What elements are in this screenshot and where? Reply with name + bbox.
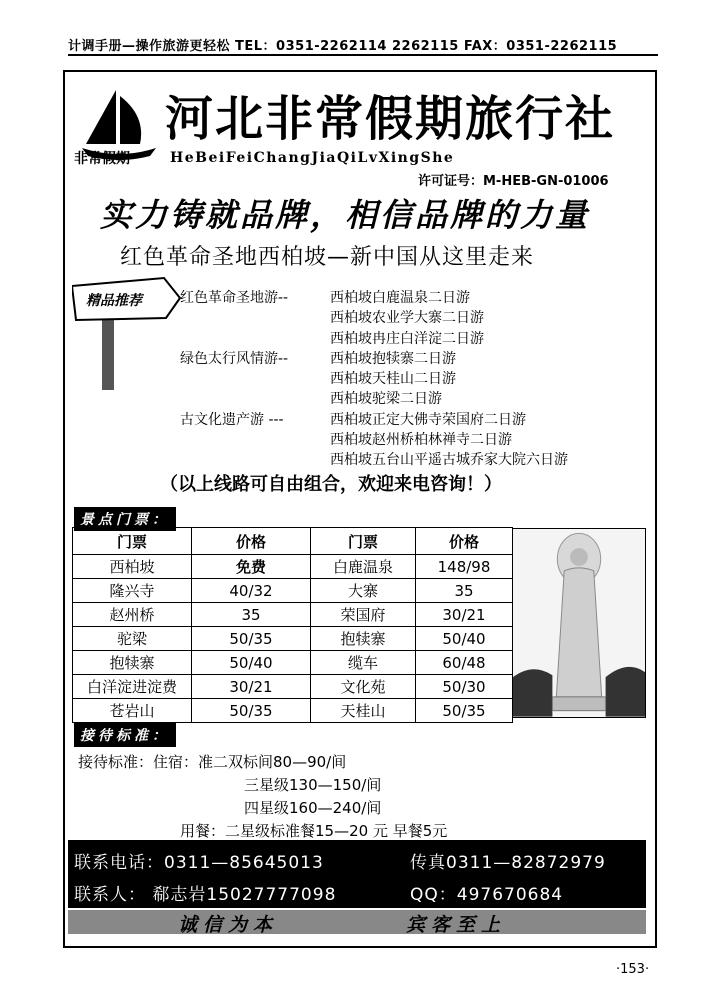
table-cell: 荣国府	[311, 603, 416, 627]
table-cell: 隆兴寺	[73, 579, 192, 603]
table-cell: 大寨	[311, 579, 416, 603]
motto-bar	[68, 910, 646, 934]
contact-person: 联系人： 郗志岩15027777098	[74, 885, 337, 905]
table-cell: 50/40	[192, 651, 311, 675]
guanyin-statue-photo	[512, 528, 646, 718]
routes-note: （以上线路可自由组合，欢迎来电咨询！）	[160, 474, 502, 495]
contact-fax: 传真0311—82872979	[410, 853, 606, 873]
list-item	[180, 329, 568, 349]
route-list	[180, 288, 568, 471]
route-name: 西柏坡赵州桥柏林禅寺二日游	[330, 432, 512, 449]
route-category	[180, 329, 330, 349]
route-category	[180, 369, 330, 389]
table-cell: 50/35	[416, 699, 513, 723]
route-name: 西柏坡五台山平遥古城乔家大院六日游	[330, 452, 568, 469]
motto-left: 诚信为本	[178, 914, 279, 936]
logo-caption: 非常假期	[74, 151, 130, 167]
table-cell: 抱犊寨	[73, 651, 192, 675]
reception-line: 三星级130—150/间	[244, 776, 382, 794]
table-row	[73, 603, 513, 627]
table-row	[73, 675, 513, 699]
table-row	[73, 579, 513, 603]
table-cell: 西柏坡	[73, 555, 192, 579]
table-row	[73, 627, 513, 651]
route-name: 西柏坡正定大佛寺荣国府二日游	[330, 411, 526, 428]
contact-bar	[68, 840, 646, 908]
table-cell: 50/40	[416, 627, 513, 651]
contact-phone: 联系电话：0311—85645013	[74, 853, 324, 873]
ticket-price-table	[72, 527, 513, 723]
list-item	[180, 288, 568, 308]
reception-line: 四星级160—240/间	[244, 799, 382, 817]
route-name: 西柏坡白鹿温泉二日游	[330, 290, 470, 306]
table-cell: 白洋淀进淀费	[73, 675, 192, 699]
table-cell: 白鹿温泉	[311, 555, 416, 579]
reception-line: 接待标准：住宿：准二双标间80—90/间	[78, 753, 347, 771]
route-name: 西柏坡天桂山二日游	[330, 371, 456, 388]
list-item	[180, 349, 568, 369]
table-header: 门票	[311, 528, 416, 555]
reception-line: 用餐：二星级标准餐15—20 元 早餐5元	[180, 822, 448, 840]
signpost-icon	[72, 272, 182, 392]
company-name: 河北非常假期旅行社	[165, 91, 616, 147]
company-pinyin: HeBeiFeiChangJiaQiLvXingShe	[170, 150, 455, 166]
table-row	[73, 699, 513, 723]
route-category: 古文化遗产游 ---	[180, 411, 284, 428]
tickets-section-label: 景点门票：	[74, 507, 176, 531]
table-cell: 抱犊寨	[311, 627, 416, 651]
license-number: 许可证号：M-HEB-GN-01006	[418, 174, 609, 189]
slogan: 实力铸就品牌，相信品牌的力量	[100, 196, 591, 234]
route-name: 西柏坡驼梁二日游	[330, 391, 442, 408]
table-cell: 30/21	[192, 675, 311, 699]
table-cell: 50/35	[192, 699, 311, 723]
table-cell: 30/21	[416, 603, 513, 627]
table-cell: 天桂山	[311, 699, 416, 723]
table-cell: 35	[192, 603, 311, 627]
route-category	[180, 308, 330, 328]
route-name: 西柏坡冉庄白洋淀二日游	[330, 330, 484, 347]
recommend-sign-label: 精品推荐	[86, 293, 142, 309]
table-header: 价格	[416, 528, 513, 555]
page-number: ·153·	[616, 962, 650, 977]
route-category	[180, 430, 330, 450]
motto-right: 宾客至上	[406, 914, 507, 936]
table-cell: 50/35	[192, 627, 311, 651]
list-item	[180, 430, 568, 450]
header-contact-line: 计调手册—操作旅游更轻松 TEL：0351-2262114 2262115 FAX：0351-2262115	[68, 39, 618, 54]
list-item	[180, 450, 568, 470]
table-cell: 148/98	[416, 555, 513, 579]
table-cell: 赵州桥	[73, 603, 192, 627]
list-item	[180, 369, 568, 389]
table-cell: 苍岩山	[73, 699, 192, 723]
route-name: 西柏坡抱犊寨二日游	[330, 350, 456, 367]
route-category: 红色革命圣地游--	[180, 290, 289, 306]
table-cell: 免费	[192, 555, 311, 579]
contact-qq: QQ：497670684	[410, 885, 564, 905]
route-category	[180, 450, 330, 470]
table-row	[73, 555, 513, 579]
table-cell: 40/32	[192, 579, 311, 603]
table-cell: 驼梁	[73, 627, 192, 651]
table-header: 价格	[192, 528, 311, 555]
table-cell: 50/30	[416, 675, 513, 699]
route-name: 西柏坡农业学大寨二日游	[330, 310, 484, 327]
table-cell: 60/48	[416, 651, 513, 675]
table-cell: 文化苑	[311, 675, 416, 699]
table-cell: 缆车	[311, 651, 416, 675]
list-item	[180, 308, 568, 328]
table-header: 门票	[73, 528, 192, 555]
route-category: 绿色太行风情游--	[180, 350, 289, 367]
reception-section-label: 接待标准：	[74, 723, 176, 747]
list-item	[180, 389, 568, 409]
list-item	[180, 410, 568, 430]
subtitle: 红色革命圣地西柏坡—新中国从这里走来	[120, 245, 535, 270]
route-category	[180, 389, 330, 409]
table-header-row	[73, 528, 513, 555]
header-divider	[68, 54, 658, 56]
table-cell: 35	[416, 579, 513, 603]
table-row	[73, 651, 513, 675]
